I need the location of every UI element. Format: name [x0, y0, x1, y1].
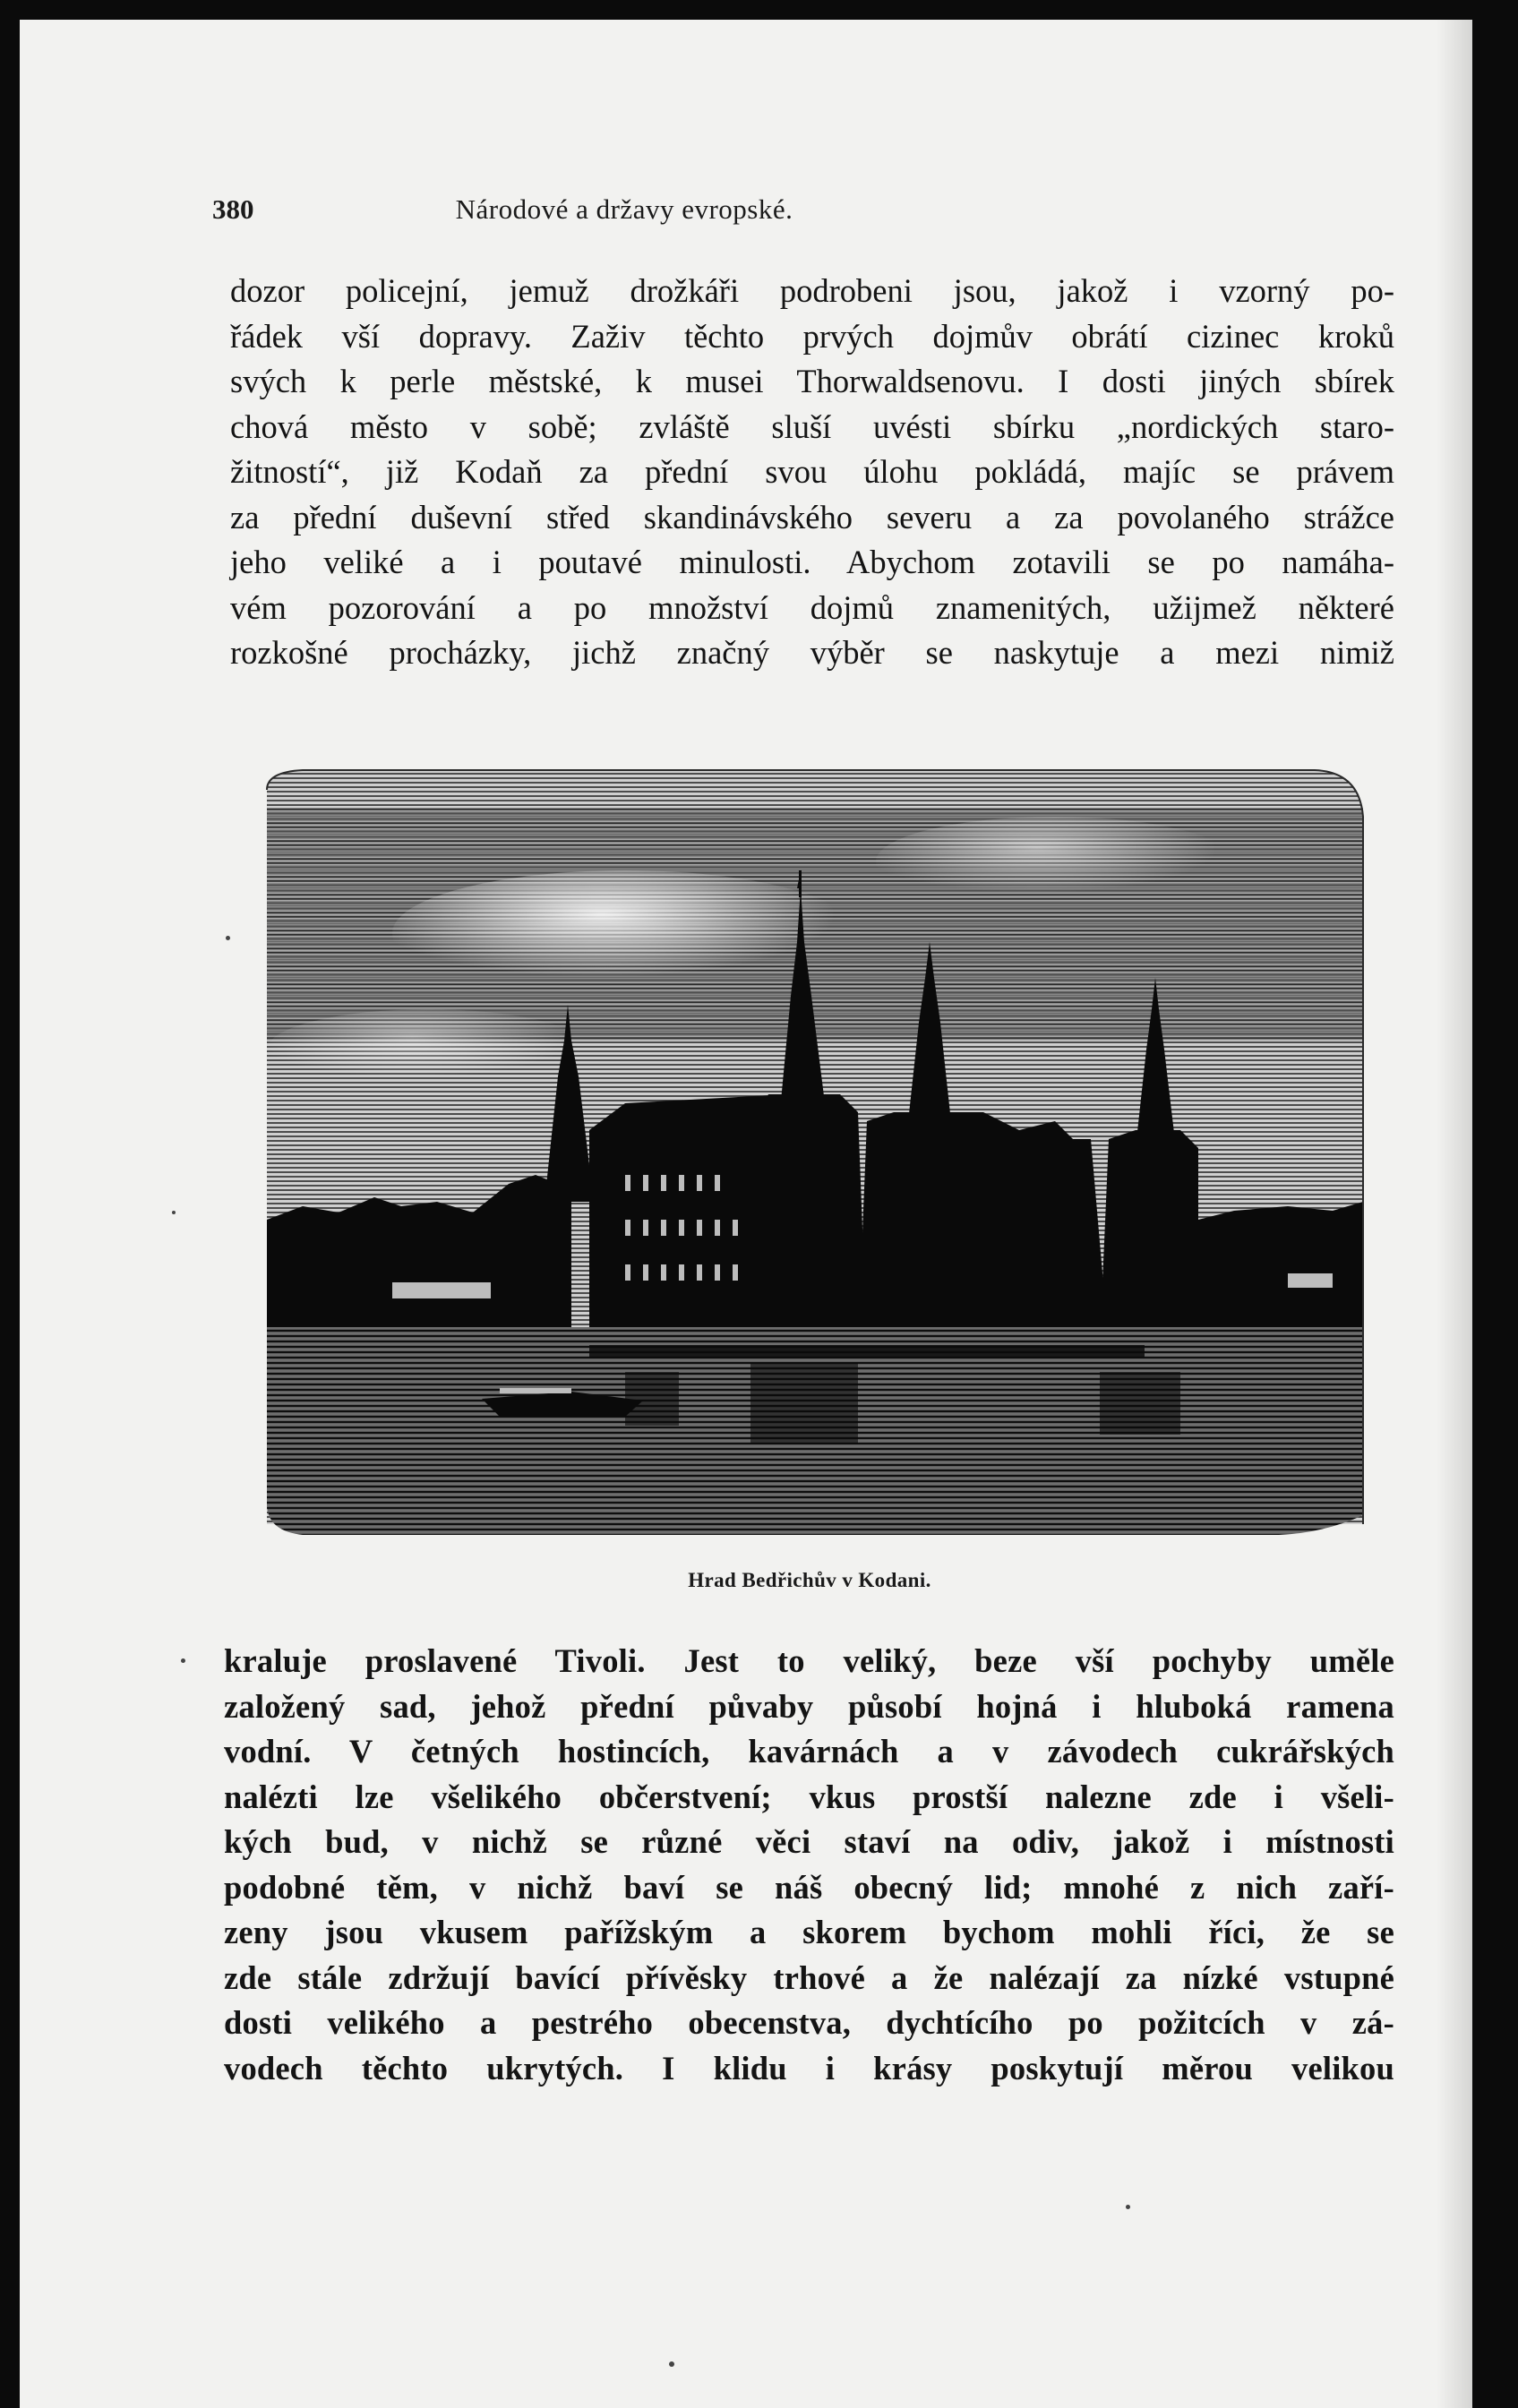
text-line: dosti velikého a pestrého obecenstva, dychtícího po požitcích v zá-: [224, 2004, 1394, 2041]
running-title: Národové a državy evropské.: [455, 193, 793, 225]
text-line: vém pozorování a po množství dojmů znamenitých, užijmež některé: [230, 588, 1394, 626]
text-line: rozkošné procházky, jichž značný výběr se naskytuje a mezi nimiž: [230, 634, 1394, 671]
page-edge-shadow: [1437, 20, 1472, 2408]
text-line: podobné těm, v nichž baví se náš obecný lid; mnohé z nich zaří-: [224, 1868, 1394, 1906]
text-line: za přední duševní střed skandinávského severu a za povolaného strážce: [230, 498, 1394, 536]
scan-speck: [669, 2361, 674, 2367]
scan-speck: [181, 1658, 185, 1663]
scan-speck: [226, 936, 230, 940]
text-line: zde stále zdržují bavící přívěsky trhové a že nalézají za nízké vstupné: [224, 1958, 1394, 1996]
bottom-paragraph: [224, 1639, 1394, 2091]
text-line: kraluje proslavené Tivoli. Jest to veliký, beze vší pochyby uměle: [224, 1642, 1394, 1679]
text-line: založený sad, jehož přední půvaby působí hojná i hluboká ramena: [224, 1687, 1394, 1725]
engraving-illustration: [249, 754, 1370, 1547]
scan-speck: [1126, 2205, 1130, 2209]
text-line: vodní. V četných hostincích, kavárnách a v závodech cukrářských: [224, 1733, 1394, 1770]
text-line: svých k perle městské, k musei Thorwaldsenovu. I dosti jiných sbírek: [230, 363, 1394, 399]
text-line: vodech těchto ukrytých. I klidu i krásy poskytují měrou velikou: [224, 2049, 1394, 2087]
figure-caption: Hrad Bedřichův v Kodani.: [688, 1569, 931, 1591]
text-line: dozor policejní, jemuž drožkáři podrobeni jsou, jakož i vzorný po-: [230, 272, 1394, 309]
text-line: chová město v sobě; zvláště sluší uvésti sbírku „nordických staro-: [230, 407, 1394, 445]
top-paragraph: [230, 269, 1394, 676]
book-page: [20, 20, 1472, 2408]
text-line: nalézti lze všelikého občerstvení; vkus prostší nalezne zde i všeli-: [224, 1778, 1394, 1815]
page-number: 380: [212, 193, 254, 225]
page-header: [212, 193, 1036, 229]
text-line: jeho veliké a i poutavé minulosti. Abychom zotavili se po namáha-: [230, 544, 1394, 580]
text-line: zeny jsou vkusem pařížským a skorem bychom mohli říci, že se: [224, 1914, 1394, 1950]
text-line: řádek vší dopravy. Zaživ těchto prvých dojmův obrátí cizinec kroků: [230, 317, 1394, 355]
scan-speck: [172, 1211, 176, 1214]
text-line: žitností“, již Kodaň za přední svou úlohu pokládá, majíc se právem: [230, 453, 1394, 490]
text-line: kých bud, v nichž se různé věci staví na odiv, jakož i místnosti: [224, 1823, 1394, 1860]
